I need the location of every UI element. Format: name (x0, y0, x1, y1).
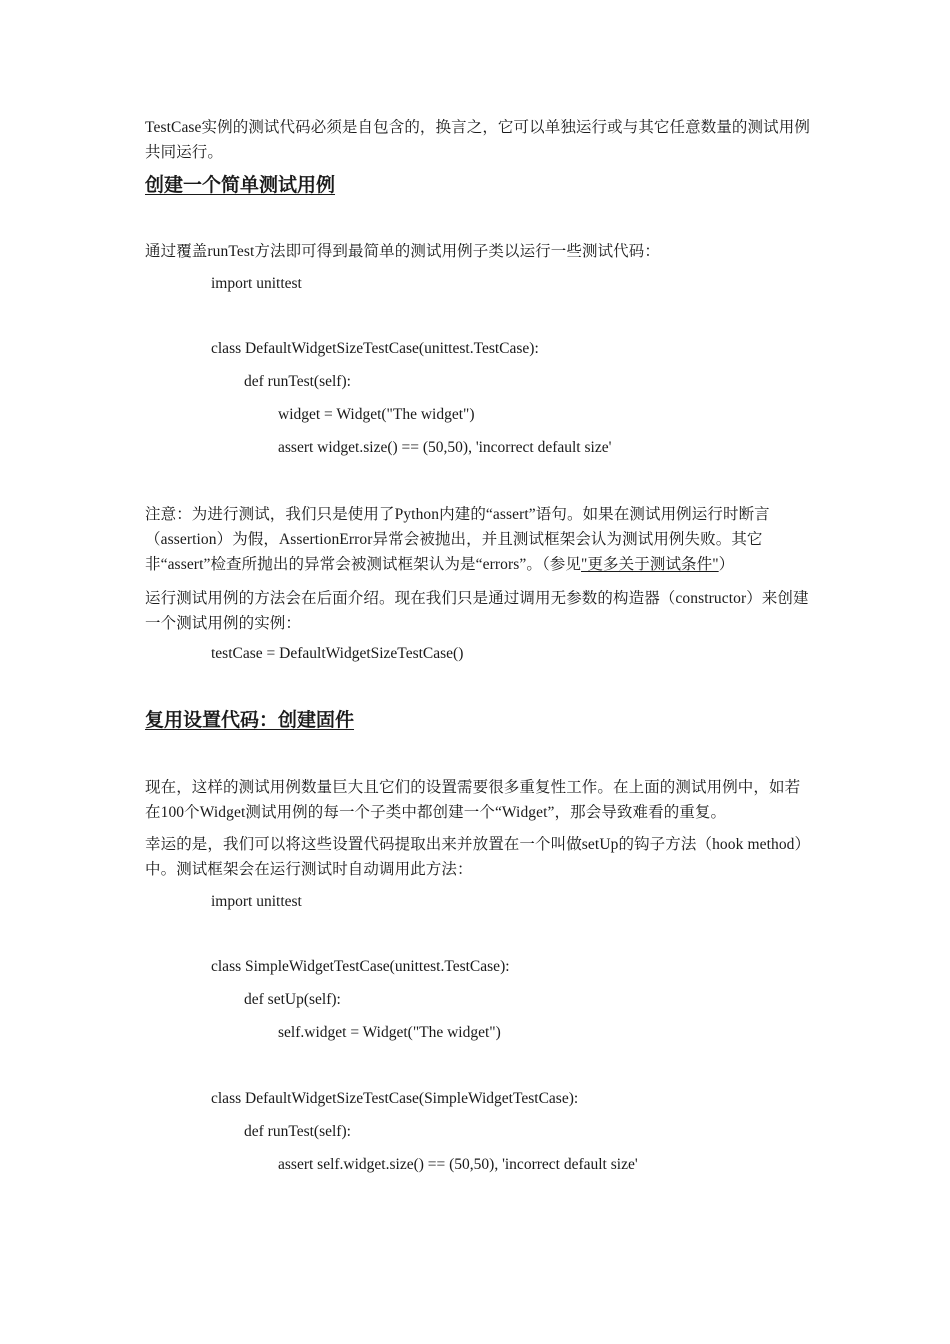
assert-note-paragraph (145, 502, 810, 577)
code-line: def runTest(self): (244, 373, 351, 390)
section-heading-reuse-setup: 复用设置代码：创建固件 (145, 710, 355, 731)
code-line: import unittest (211, 893, 302, 910)
code-line: assert self.widget.size() == (50,50), 'incorrect default size' (278, 1156, 638, 1173)
intro-paragraph: TestCase实例的测试代码必须是自包含的，换言之，它可以单独运行或与其它任意数量的测试用例共同运行。 (145, 119, 810, 161)
code-line: def setUp(self): (244, 991, 341, 1008)
code-line: def runTest(self): (244, 1123, 351, 1140)
code-line: assert widget.size() == (50,50), 'incorrect default size' (278, 439, 612, 456)
section-heading-simple-test-case: 创建一个简单测试用例 (145, 175, 336, 196)
section1-paragraph-2: 运行测试用例的方法会在后面介绍。现在我们只是通过调用无参数的构造器（constructor）来创建一个测试用例的实例： (145, 590, 809, 632)
code-line: testCase = DefaultWidgetSizeTestCase() (211, 645, 464, 662)
note-text-end: ） (718, 556, 735, 573)
code-line: widget = Widget("The widget") (278, 406, 475, 423)
code-line: class SimpleWidgetTestCase(unittest.TestCase): (211, 958, 510, 975)
section1-paragraph-1: 通过覆盖runTest方法即可得到最简单的测试用例子类以运行一些测试代码： (145, 243, 660, 260)
code-line: class DefaultWidgetSizeTestCase(unittest.TestCase): (211, 340, 539, 357)
more-test-conditions-link[interactable]: "更多关于测试条件" (581, 556, 719, 573)
note-text: 注意：为进行测试，我们只是使用了Python内建的“assert”语句。如果在测试用例运行时断言（assertion）为假，AssertionError异常会被抛出，并且测试框架会认为测试用例失败。其它非“assert”检查所抛出的异常会被测试框架认为是“errors”。（参见 (145, 506, 770, 573)
code-line: self.widget = Widget("The widget") (278, 1024, 501, 1041)
code-line: import unittest (211, 275, 302, 292)
section2-paragraph-1: 现在，这样的测试用例数量巨大且它们的设置需要很多重复性工作。在上面的测试用例中，如若在100个Widget测试用例的每一个子类中都创建一个“Widget”，那会导致难看的重复。 (145, 779, 801, 821)
code-line: class DefaultWidgetSizeTestCase(SimpleWidgetTestCase): (211, 1090, 579, 1107)
section2-paragraph-2: 幸运的是，我们可以将这些设置代码提取出来并放置在一个叫做setUp的钩子方法（hook method）中。测试框架会在运行测试时自动调用此方法： (145, 836, 803, 878)
